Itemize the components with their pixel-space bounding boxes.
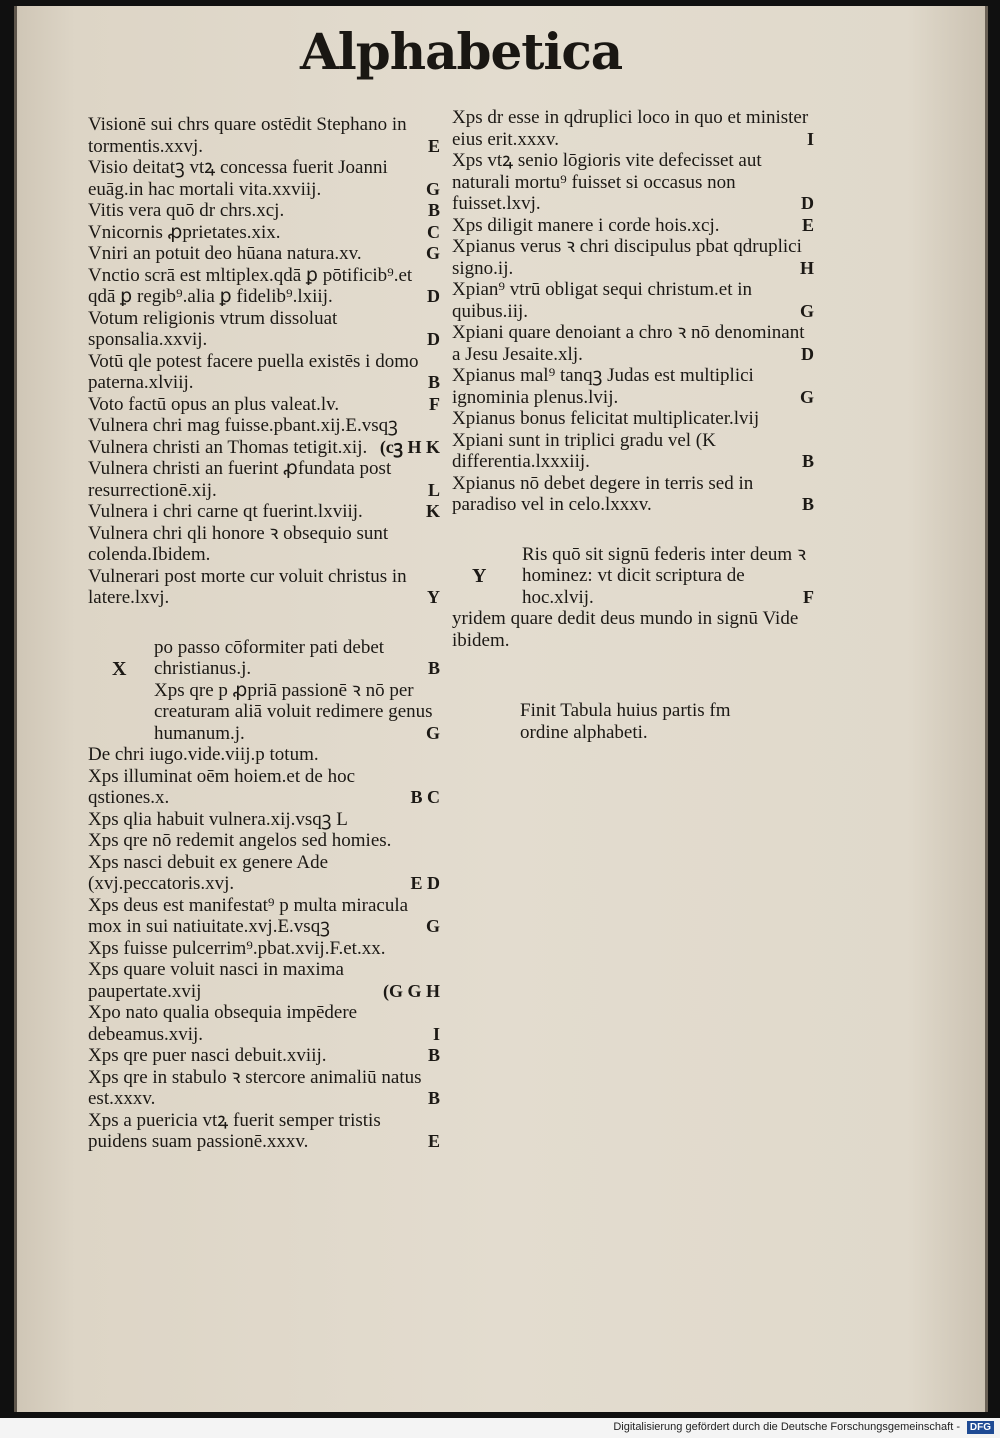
index-entry: Vulnera i chri carne qt fuerint.lxviij. K [88, 501, 440, 522]
index-entry: Xpo nato qualia obsequia impēdere debeamus.xvij. I [88, 1002, 440, 1045]
index-entry: Xps nasci debuit ex genere Ade (xvj.peccatoris.xvj. E D [88, 851, 440, 894]
index-entry: Xpianus verus ꝛ chri discipulus pbat qdruplici signo.ij. H [452, 236, 814, 279]
index-entry: Xps qlia habuit vulnera.xij.vsqꝫ L [88, 808, 348, 830]
index-entry: Xps deus est manifestat⁹ p multa miracula mox in sui natiuitate.xvj.E.vsqꝫ G [88, 894, 440, 937]
index-entry: Vulnera christi an fuerint ꝓfundata post resurrectionē.xij. L [88, 458, 440, 501]
margin-letter: B [427, 200, 440, 220]
index-entry: Votū qle potest facere puella existēs i domo paterna.xlviij. B [88, 350, 440, 393]
margin-letter: D [801, 193, 814, 213]
margin-letter: F [429, 393, 440, 414]
margin-letter: K [425, 501, 440, 521]
margin-letter: D [427, 286, 440, 306]
index-entry: Xps diligit manere i corde hois.xcj. E [452, 214, 814, 236]
section-y [452, 544, 814, 652]
margin-letter: (cꝫ H K [379, 436, 440, 457]
index-entry: Vniri an potuit deo hūana natura.xv. G [88, 243, 440, 264]
index-entry: Ris quō sit signū federis inter deum ꝛ hominez: vt dicit scriptura de hoc.xlvij. F [522, 543, 814, 608]
funding-credit: Digitalisierung gefördert durch die Deutsche Forschungsgemeinschaft - [613, 1421, 960, 1433]
section-letter-x: X [112, 657, 127, 680]
index-entry: Xps quare voluit nasci in maxima paupertate.xvij (G G H [88, 959, 440, 1002]
margin-letter: E [427, 135, 440, 156]
index-entry: Xps qre puer nasci debuit.xviij. B [88, 1045, 440, 1066]
margin-letter: B [801, 494, 814, 514]
index-entry: Xpianus bonus felicitat multiplicater.lvij [452, 408, 760, 429]
index-entry: Visionē sui chrs quare ostēdit Stephano in tormentis.xxvj. E [88, 114, 440, 157]
margin-letter: G [425, 916, 440, 936]
index-entry: Xps a puericia vtꝝ fuerit semper tristis puidens suam passionē.xxxv. E [88, 1109, 440, 1152]
margin-letter: B [427, 372, 440, 392]
margin-letter: D [427, 329, 440, 349]
index-entry: Vnicornis ꝓprietates.xix. C [88, 221, 440, 243]
margin-letter: B [427, 1045, 440, 1065]
index-entry: Xpianus nō debet degere in terris sed in paradiso vel in celo.lxxxv. B [452, 472, 814, 515]
index-entry: Votum religionis vtrum dissoluat sponsalia.xxvij. D [88, 307, 440, 350]
margin-letter: I [432, 1023, 440, 1044]
index-entry: Xps dr esse in qdruplici loco in quo et minister eius erit.xxxv. I [452, 107, 814, 150]
index-entry: Xpiani quare denoiant a chro ꝛ nō denominant a Jesu Jesaite.xlj. D [452, 322, 814, 365]
margin-letter: F [803, 586, 814, 607]
margin-letter: G [799, 300, 814, 321]
margin-letter: G [799, 386, 814, 407]
index-entry: Xpiani sunt in triplici gradu vel (K differentia.lxxxiij. B [452, 429, 814, 472]
index-entry: De chri iugo.vide.viij.p totum. [88, 744, 319, 765]
margin-letter: Y [427, 587, 440, 607]
index-entry: Voto factū opus an plus valeat.lv. F [88, 393, 440, 415]
margin-letter: B [801, 451, 814, 471]
section-letter-y: Y [472, 564, 487, 587]
margin-letter: C [427, 221, 440, 242]
index-entry: Vitis vera quō dr chrs.xcj. B [88, 200, 440, 221]
margin-letter: G [425, 722, 440, 743]
footer-bar [0, 1418, 1000, 1438]
index-entry: Vulnera chri mag fuisse.pbant.xij.E.vsqꝫ [88, 415, 398, 436]
section-x [88, 637, 440, 745]
index-entry: Xpianus mal⁹ tanqꝫ Judas est multiplici ignominia plenus.lvij. G [452, 365, 814, 408]
index-entry: Xps illuminat oēm hoiem.et de hoc qstiones.x. B C [88, 765, 440, 808]
margin-letter: D [801, 343, 814, 364]
index-entry: Xps qre nō redemit angelos sed homies. [88, 830, 392, 851]
index-entry: Vulnera christi an Thomas tetigit.xij. (cꝫ H K [88, 436, 440, 458]
index-entry: Vnctio scrā est mltiplex.qdā ꝑ pōtificib⁹.et qdā ꝑ regib⁹.alia ꝑ fidelib⁹.lxiij. D [88, 264, 440, 307]
right-column [452, 107, 814, 651]
colophon-text: Finit Tabula huius partis fm ordine alphabeti. [520, 700, 731, 743]
index-entry: Xpian⁹ vtrū obligat sequi christum.et in quibus.iij. G [452, 279, 814, 322]
margin-letter: G [425, 243, 440, 263]
margin-letter: B C [410, 787, 440, 807]
margin-letter: E [427, 1131, 440, 1151]
index-entry: Xps vtꝝ senio lōgioris vite defecisset aut naturali mortu⁹ fuisset si occasus non fuisset.lxvj. D [452, 150, 814, 214]
index-entry: yridem quare dedit deus mundo in signū Vide ibidem. [452, 608, 799, 651]
page-title: Alphabetica [300, 22, 623, 81]
dfg-logo: DFG [967, 1421, 994, 1434]
left-column [88, 114, 440, 1153]
index-entry: po passo cōformiter pati debet christianus.j. B [154, 636, 440, 679]
margin-letter: I [806, 128, 814, 149]
index-entry: Vulnera chri qli honore ꝛ obsequio sunt colenda.Ibidem. [88, 522, 389, 565]
index-entry: Xps qre in stabulo ꝛ stercore animaliū natus est.xxxv. B [88, 1066, 440, 1109]
margin-letter: E [801, 214, 814, 235]
margin-letter: B [427, 658, 440, 678]
margin-letter: B [427, 1088, 440, 1108]
margin-letter: E D [410, 873, 440, 893]
margin-letter: G [425, 178, 440, 199]
margin-letter: (G G H [383, 980, 440, 1001]
margin-letter: L [427, 479, 440, 500]
index-entry: Visio deitatꝫ vtꝝ concessa fuerit Joanni euāg.in hac mortali vita.xxviij. G [88, 157, 440, 200]
margin-letter: H [799, 257, 814, 278]
index-entry: Xps qre p ꝓpriā passionē ꝛ nō per creaturam aliā voluit redimere genus humanum.j. G [154, 679, 440, 744]
index-entry: Xps fuisse pulcerrim⁹.pbat.xvij.F.et.xx. [88, 937, 386, 959]
index-entry: Vulnerari post morte cur voluit christus in latere.lxvj. Y [88, 565, 440, 608]
